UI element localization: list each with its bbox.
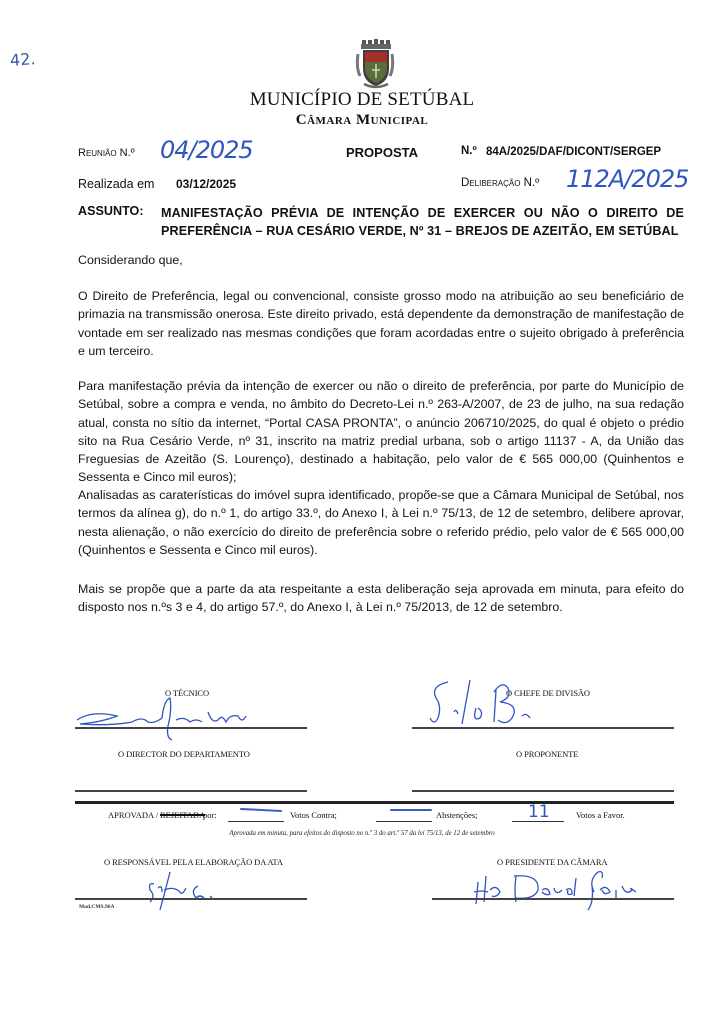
deliberacao-value: 112A/2025 — [566, 165, 689, 193]
deliberacao-label: Deliberação N.º — [461, 177, 540, 189]
reuniao-value: 04/2025 — [160, 136, 253, 164]
chefe-divisao-signature-line — [412, 727, 674, 729]
reuniao-label: Reunião N.º — [78, 147, 135, 159]
proponente-label: O PROPONENTE — [516, 749, 579, 759]
subject-line-2: PREFERÊNCIA – RUA CESÁRIO VERDE, Nº 31 – BREJOS DE AZEITÃO, EM SETÚBAL — [161, 224, 679, 238]
director-signature-line — [75, 790, 307, 792]
realizada-date: 03/12/2025 — [176, 177, 237, 191]
rejected-label-struck: REJEITADA — [160, 810, 206, 820]
chefe-divisao-label: O CHEFE DE DIVISÃO — [506, 688, 590, 698]
subject-label: ASSUNTO: — [78, 204, 144, 218]
votes-separator — [75, 801, 674, 804]
presidente-label: O PRESIDENTE DA CÂMARA — [497, 857, 608, 867]
abstencoes-label: Abstenções; — [436, 810, 478, 820]
votes-contra-handwritten-dash — [240, 808, 282, 812]
votes-contra-label: Votos Contra; — [290, 810, 337, 820]
responsavel-ata-signature — [140, 868, 240, 919]
director-label: O DIRECTOR DO DEPARTAMENTO — [118, 749, 250, 759]
abstencoes-blank — [376, 821, 432, 822]
responsavel-ata-label: O RESPONSÁVEL PELA ELABORAÇÃO DA ATA — [104, 857, 283, 867]
paragraph-3: Analisadas as caraterísticas do imóvel supra identificado, propõe-se que a Câmara Municipal de Setúbal, nos termos da alínea g), do n.º 1, do artigo 33.º, do Anexo I, à Lei n.º 75/13, de 12 de setembro, delibere aprovar, nesta alienação, o não exercício do direito de preferência sobre o referido prédio, pelo valor de € 565 000,00 (Quinhentos e Sessenta e Cinco mil euros). — [78, 488, 684, 557]
paragraph-4: Mais se propõe que a parte da ata respeitante a esta deliberação seja aprovada em minuta, para efeito do disposto nos n.ºs 3 e 4, do artigo 57.º, do Anexo I, à Lei n.º 75/2013, de 12 de setembro. — [78, 582, 684, 615]
subject-line-1: MANIFESTAÇÃO PRÉVIA DE INTENÇÃO DE EXERCER OU NÃO O DIREITO DE — [161, 206, 684, 220]
proposta-number-label: N.º — [461, 145, 477, 157]
model-code: Mod.CMS.96A — [79, 904, 115, 910]
tecnico-label: O TÉCNICO — [165, 688, 210, 698]
abstencoes-handwritten-dash — [390, 809, 432, 811]
approved-label: APROVADA / — [108, 810, 159, 820]
presidente-signature-line — [432, 898, 674, 900]
intro-text: Considerando que, — [78, 253, 183, 267]
presidente-signature — [470, 862, 650, 917]
proposta-number: 84A/2025/DAF/DICONT/SERGEP — [486, 146, 662, 158]
council-subtitle: Câmara Municipal — [295, 112, 429, 128]
por-label: por: — [203, 810, 217, 820]
coat-of-arms-icon — [354, 38, 396, 90]
paragraph-2: Para manifestação prévia da intenção de exercer ou não o direito de preferência, por parte do Município de Setúbal, sobre a compra e venda, no âmbito do Decreto-Lei n.º 263-A/2007, de 23 de julho, na sua redação atual, consta no sítio da internet, “Portal CASA PRONTA”, o anúncio 206710/2025, do qual é objeto o prédio sito na Rua Cesário Verde, nº 31, inscrito na matriz predial urbana, sob o artigo 11137 - A, da União das Freguesias de Azeitão (S. Lourenço), destinado a habitação, pelo valor de € 565 000,00 (Quinhentos e Sessenta e Cinco mil euros); — [78, 379, 684, 485]
realizada-label: Realizada em — [78, 177, 155, 191]
minuta-note: Aprovada em minuta, para efeitos do disposto no n.º 3 do art.º 57 da lei 75/13, de 12 de setembro — [229, 830, 495, 837]
paragraph-1: O Direito de Preferência, legal ou convencional, consiste grosso modo na atribuição ao seu beneficiário de primazia na transmissão onerosa. Este direito privado, está dependente da demonstração de manifestação de vontade em ser realizado nas mesmas condições que foram acordadas entre o sujeito obrigado à preferência e um terceiro. — [78, 289, 684, 358]
proposta-label: PROPOSTA — [346, 145, 418, 160]
tecnico-signature — [72, 690, 272, 745]
votes-favor-label: Votos a Favor. — [576, 810, 625, 820]
votes-contra-blank — [228, 821, 284, 822]
votes-favor-value: 11 — [528, 802, 550, 822]
proponente-signature-line — [412, 790, 674, 792]
municipality-title: MUNICÍPIO DE SETÚBAL — [249, 89, 475, 110]
responsavel-ata-signature-line — [75, 898, 307, 900]
page-number-handwritten: 42. — [9, 49, 37, 70]
tecnico-signature-line — [75, 727, 307, 729]
